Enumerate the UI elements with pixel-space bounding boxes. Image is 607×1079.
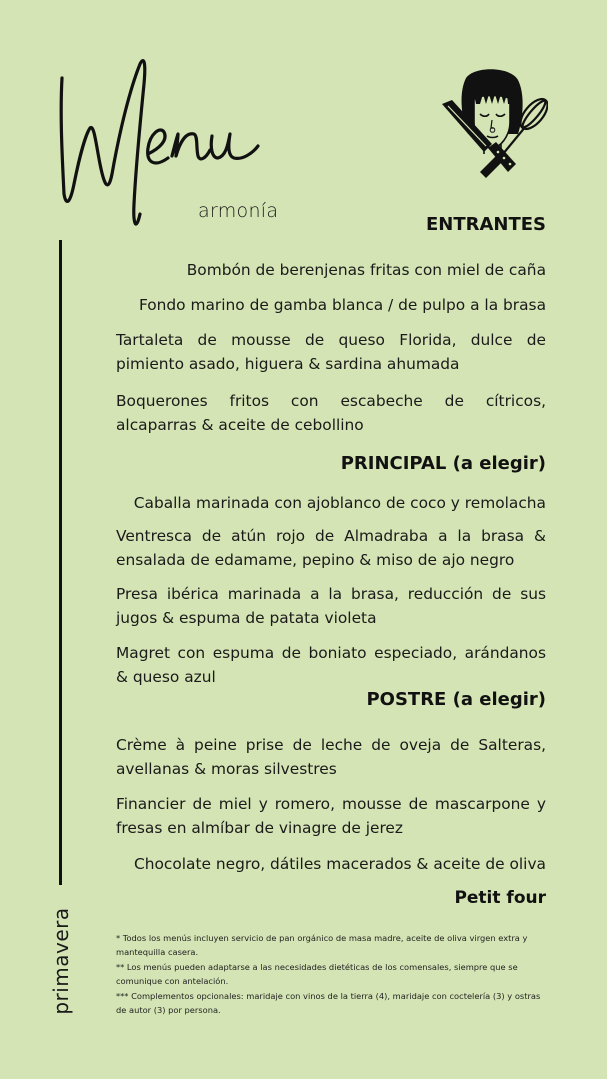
menu-item: Ventresca de atún rojo de Almadraba a la brasa & ensalada de edamame, pepino & miso de ajo negro (116, 527, 546, 569)
menu-item: Chocolate negro, dátiles macerados & aceite de oliva (133, 855, 546, 873)
season-label: primavera (49, 907, 73, 1015)
menu-item: Financier de miel y romero, mousse de mascarpone y fresas en almíbar de vinagre de jerez (116, 795, 546, 837)
section-heading-postre: POSTRE (a elegir) (366, 689, 546, 710)
menu-item: Magret con espuma de boniato especiado, arándanos & queso azul (116, 644, 546, 686)
menu-item: Crème à peine prise de leche de oveja de Salteras, avellanas & moras silvestres (116, 736, 546, 778)
menu-item: Boquerones fritos con escabeche de cítricos, alcaparras & aceite de cebollino (116, 392, 546, 434)
decorative-vertical-line (59, 240, 62, 885)
menu-item: Tartaleta de mousse de queso Florida, dulce de pimiento asado, higuera & sardina ahumada (116, 331, 546, 373)
footnote: ** Los menús pueden adaptarse a las necesidades dietéticas de los comensales, siempre que se comunique con antelación. (116, 961, 518, 987)
menu-subtitle: armonía (198, 200, 279, 222)
menu-item: Presa ibérica marinada a la brasa, reducción de sus jugos & espuma de patata violeta (116, 585, 546, 627)
section-heading-petit-four: Petit four (454, 888, 546, 908)
menu-item: Caballa marinada con ajoblanco de coco y remolacha (133, 494, 546, 512)
section-heading-entrantes: ENTRANTES (425, 214, 546, 235)
menu-item: Bombón de berenjenas fritas con miel de caña (186, 261, 546, 279)
footnote: *** Complementos opcionales: maridaje con vinos de la tierra (4), maridaje con coctelería (3) y ostras de autor (3) por persona. (116, 990, 541, 1016)
section-heading-principal: PRINCIPAL (a elegir) (340, 453, 546, 474)
chef-logo-icon (438, 64, 548, 188)
menu-item: Fondo marino de gamba blanca / de pulpo a la brasa (138, 296, 546, 314)
footnotes (116, 931, 548, 1017)
footnote: * Todos los menús incluyen servicio de pan orgánico de masa madre, aceite de oliva virgen extra y mantequilla casera. (116, 933, 528, 958)
